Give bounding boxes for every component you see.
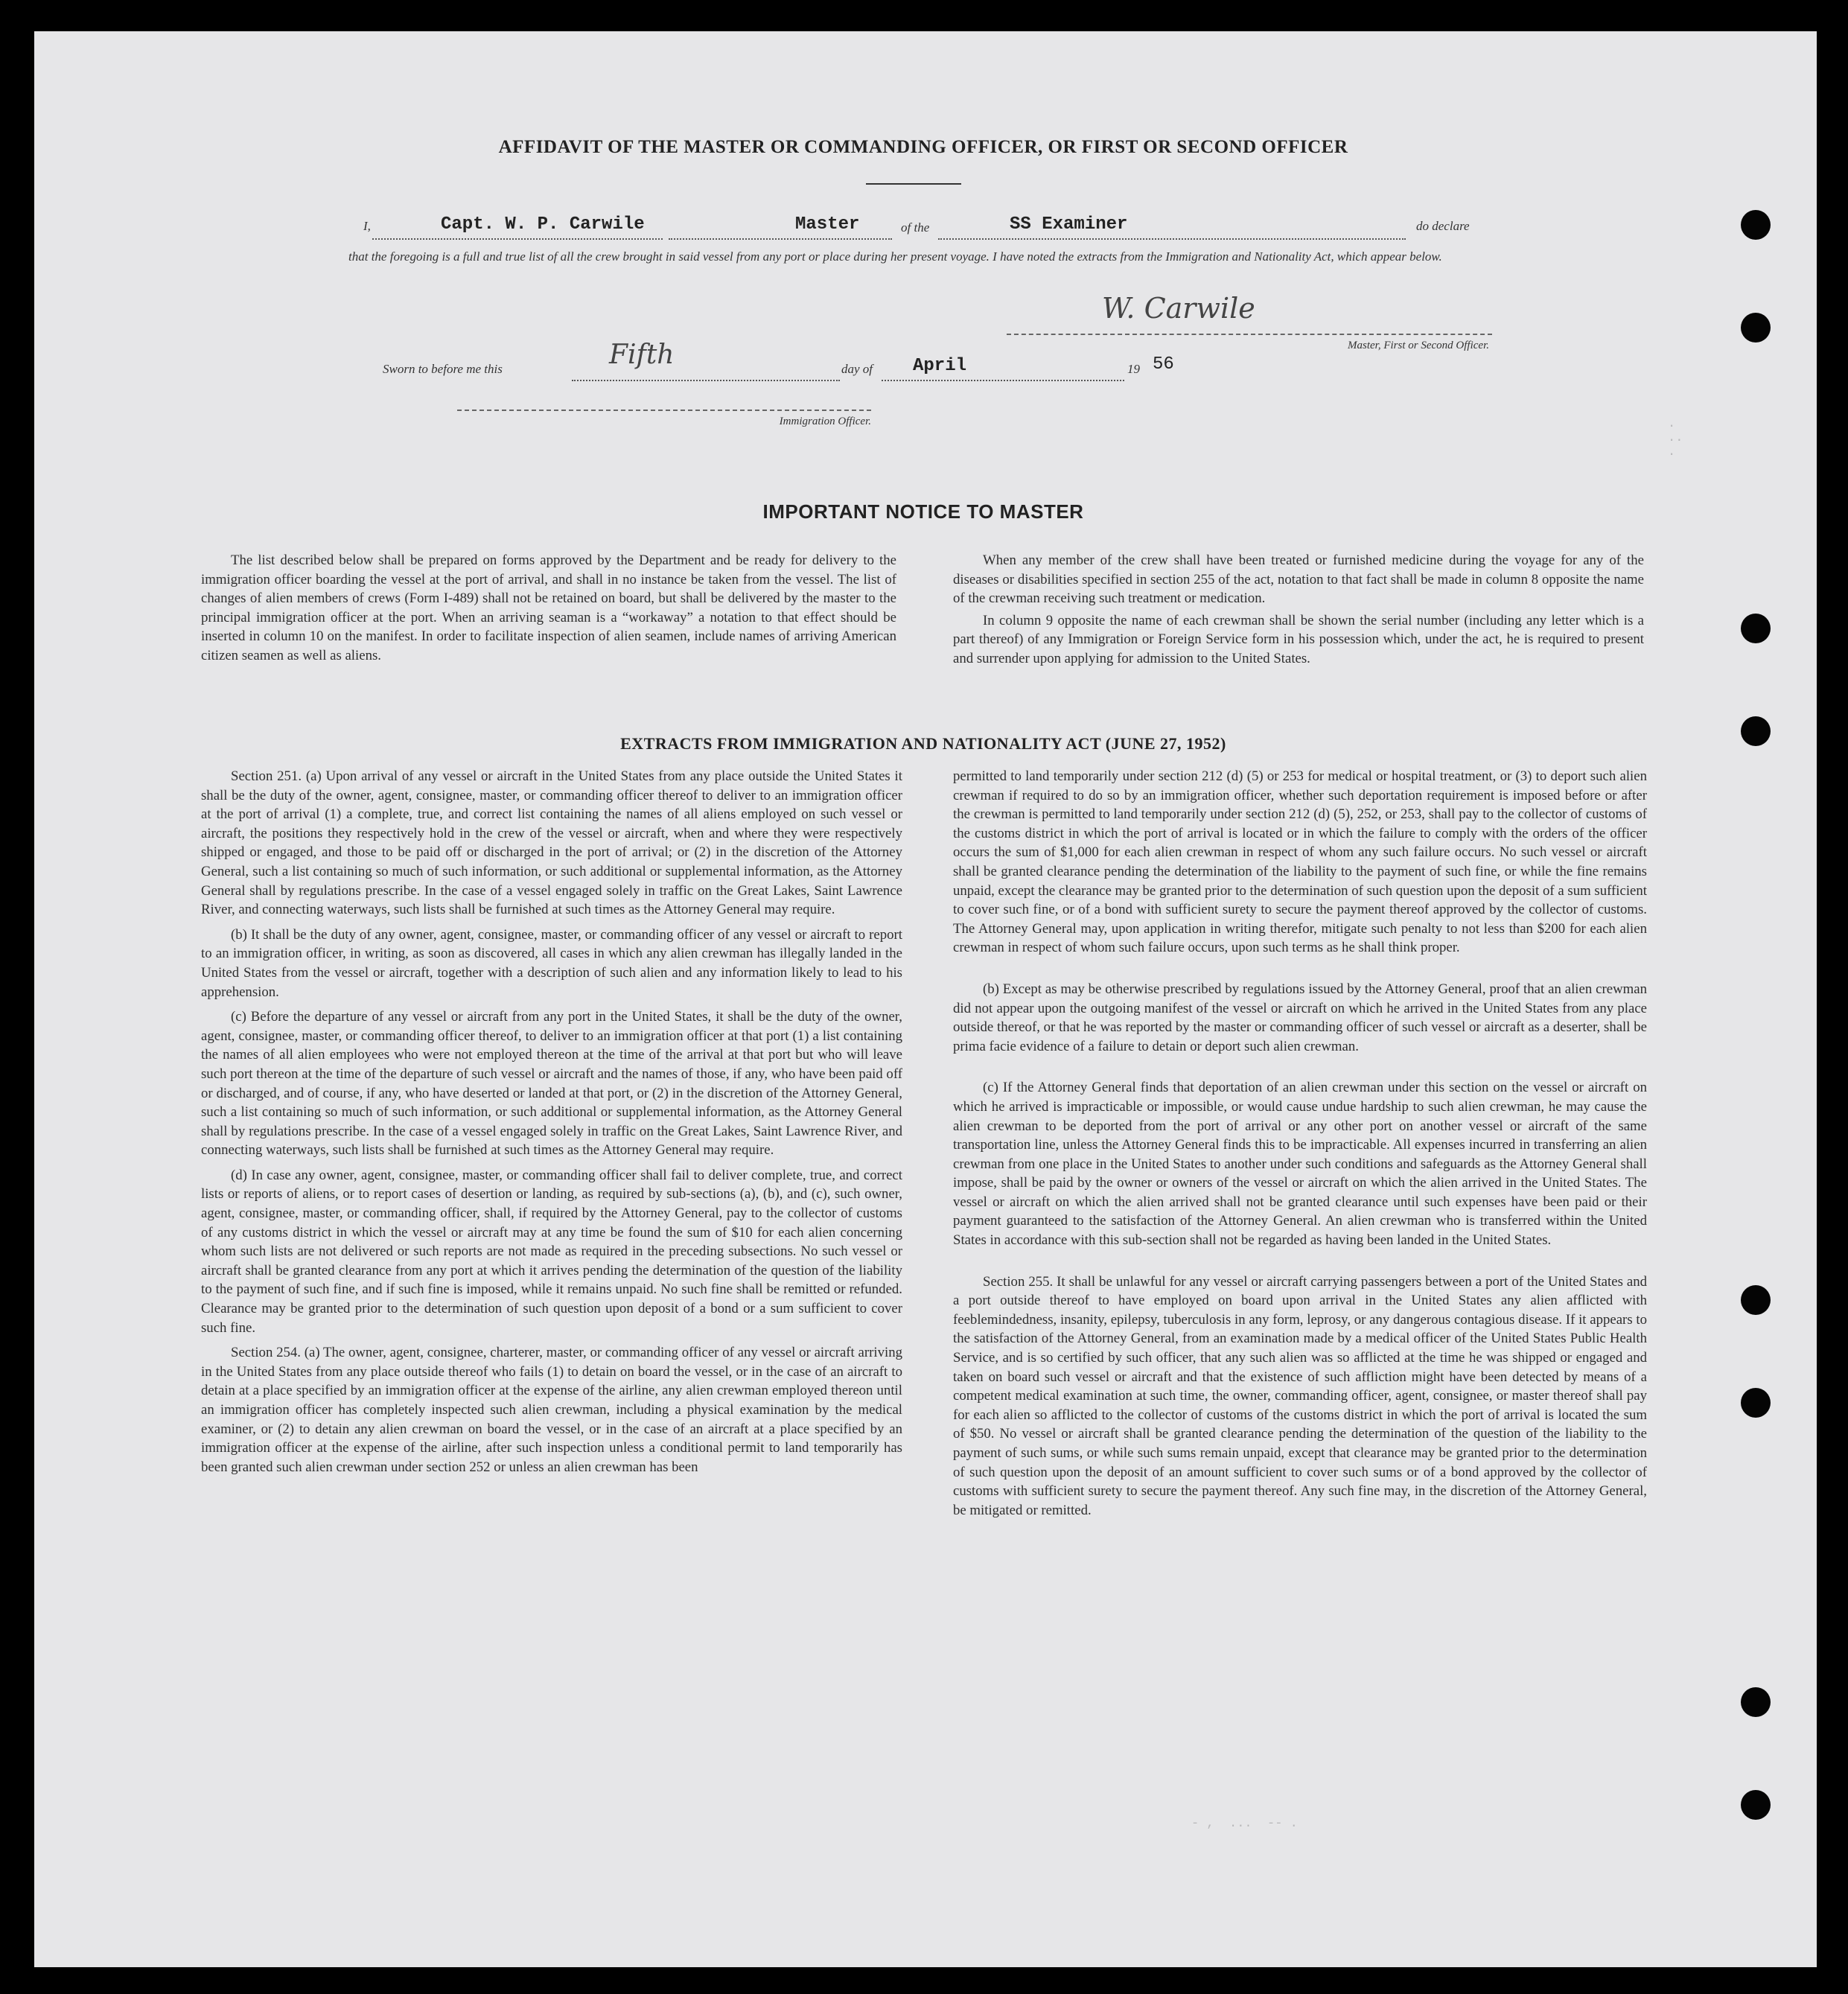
vessel-name: SS Examiner	[1010, 214, 1128, 235]
extract-paragraph: Section 251. (a) Upon arrival of any vessel or aircraft in the United States from any place outside the United States it shall be the duty of the owner, agent, consignee, master, or commanding officer thereof to deliver to an immigration officer at the port of arrival (1) a complete, true, and correct list containing the names of all aliens employed on such vessel or aircraft, the positions they respectively hold in the crew of the vessel or aircraft, when and where they were respectively shipped or engaged, and those to be paid off or discharged in the port of arrival; or (2) in the discretion of the Attorney General, such a list containing so much of such information, or such additional or supplemental information, as the Attorney General shall by regulations prescribe. In the case of a vessel engaged solely in traffic on the Great Lakes, Saint Lawrence River, and connecting waterways, such lists shall be furnished at such times as the Attorney General may require.	[201, 768, 902, 918]
notice-paragraph: When any member of the crew shall have been treated or furnished medicine during the voyage for any of the diseases or disabilities specified in section 255 of the act, notation to that fact shall be made in column 8 opposite the name of the crewman receiving such treatment or medication.	[953, 552, 1644, 607]
signature-line	[1007, 334, 1492, 335]
extracts-left-column	[201, 767, 902, 1479]
binder-hole	[1741, 716, 1771, 746]
sworn-day: Fifth	[609, 340, 675, 370]
extract-paragraph: Section 254. (a) The owner, agent, consignee, charterer, master, or commanding officer of any vessel or aircraft arriving in the United States from any place outside thereof who fails (1) to detain on board the vessel, or in the case of an aircraft to detain at a place specified by an immigration officer at the expense of the airline, any alien crewman employed thereon until an immigration officer has completely inspected such alien crewman, including a physical examination by the medical examiner, or (2) to detain any alien crewman on board the vessel, or in the case of an aircraft at a place specified by an immigration officer at the expense of the airline, after such inspection unless a conditional permit to land temporarily has been granted such alien crewman under section 252 or unless an alien crewman has been	[201, 1345, 902, 1475]
officer-caption: Immigration Officer.	[779, 415, 871, 427]
notice-title: IMPORTANT NOTICE TO MASTER	[762, 500, 1084, 523]
binder-hole	[1741, 1790, 1771, 1820]
vessel-field	[938, 214, 1406, 240]
binder-hole	[1741, 1388, 1771, 1418]
do-declare-label: do declare	[1416, 219, 1470, 233]
name-field	[372, 214, 663, 240]
binder-hole	[1741, 313, 1771, 343]
sworn-label: Sworn to before me this	[383, 362, 503, 376]
master-name: Capt. W. P. Carwile	[441, 214, 645, 235]
page-title: AFFIDAVIT OF THE MASTER OR COMMANDING OFFICER, OR FIRST OR SECOND OFFICER	[498, 137, 1348, 157]
officer-signature-line	[457, 410, 871, 411]
extracts-title: EXTRACTS FROM IMMIGRATION AND NATIONALITY ACT (JUNE 27, 1952)	[620, 734, 1226, 753]
of-the-label: of the	[901, 220, 930, 235]
notice-right-column	[953, 551, 1644, 672]
extract-paragraph: (d) In case any owner, agent, consignee, master, or commanding officer shall fail to deliver complete, true, and correct lists or reports of aliens, or to report cases of desertion or landing, as required by sub-sections (a), (b), and (c), such owner, agent, consignee, master, or commanding officer, shall, if required by the Attorney General, pay to the collector of customs of any customs district in which the vessel or aircraft may at any time be found the sum of $10 for each alien concerning whom such lists are not delivered or such reports are not made as required in the preceding subsections. No such vessel or aircraft shall be granted clearance from any port at which it arrives pending the determination of the question of the liability to the payment of such fine, and if such fine is imposed, while it remains unpaid. No such fine shall be remitted or refunded. Clearance may be granted prior to the determination of such question upon deposit of a bond or a sum sufficient to cover such fine.	[201, 1167, 902, 1336]
bleed-through-marks: . .. .	[1668, 417, 1683, 459]
extract-paragraph: (c) Before the departure of any vessel or aircraft from any port in the United States, it shall be the duty of the owner, agent, consignee, master, or commanding officer thereof, to deliver to an immigration officer at that port (1) a list containing the names of all alien employees who were not employed thereon at the time of the arrival at that port but who will leave such port thereon at the time of the departure of such vessel or aircraft and the names of those, if any, who have been paid off or discharged, and of course, if any, who have deserted or landed at that port, or (2) in the discretion of the Attorney General, such a list containing so much of such information, or such additional or supplemental information, as the Attorney General shall by regulations prescribe. In the case of a vessel engaged solely in traffic on the Great Lakes, Saint Lawrence River, and connecting waterways, such lists shall be furnished at such times as the Attorney General may require.	[201, 1009, 902, 1159]
extract-paragraph: (b) It shall be the duty of any owner, agent, consignee, master, or commanding officer of any vessel or aircraft to report to an immigration officer, in writing, as soon as discovered, all cases in which any alien crewman has illegally landed in the United States from the vessel or aircraft, together with a description of such alien and any information likely to lead to his apprehension.	[201, 926, 902, 1000]
binder-hole	[1741, 1687, 1771, 1717]
day-of-label: day of	[841, 362, 873, 376]
signature-caption: Master, First or Second Officer.	[1348, 340, 1489, 351]
notice-paragraph: In column 9 opposite the name of each crewman shall be shown the serial number (including any letter which is a part thereof) of any Immigration or Foreign Service form in his possession which, under the act, he is required to present and surrender upon applying for admission to the United States.	[953, 612, 1644, 666]
month-field	[882, 356, 1124, 381]
rank-value: Master	[795, 214, 860, 235]
binder-hole	[1741, 614, 1771, 643]
year-suffix: 56	[1153, 354, 1174, 375]
rank-field	[669, 214, 892, 240]
sworn-day-field	[572, 340, 840, 381]
master-signature: W. Carwile	[1102, 292, 1255, 325]
extract-paragraph: (b) Except as may be otherwise prescribed by regulations issued by the Attorney General, proof that an alien crewman did not appear upon the outgoing manifest of the vessel or aircraft on which he arrived in the United States from any place outside thereof, or that he was reported by the master or commanding officer of such vessel or aircraft as a deserter, shall be prima facie evidence of a failure to detain or deport such alien crewman.	[953, 981, 1647, 1054]
i-label: I,	[363, 219, 371, 233]
title-rule	[866, 183, 961, 185]
year-prefix: 19	[1127, 362, 1140, 376]
extract-paragraph: permitted to land temporarily under section 212 (d) (5) or 253 for medical or hospital treatment, or (3) to deport such alien crewman if required to do so by an immigration officer, whether such deportation requirement is imposed before or after the crewman is permitted to land temporarily under section 212 (d) (5), 252, or 253, shall pay to the collector of customs of the customs district in which the port of arrival is located or in which the failure to comply with the orders of the officer occurs the sum of $1,000 for each alien crewman in respect of whom any such failure occurs. No such vessel or aircraft shall be granted clearance pending the determination of the liability to the payment of such fine, or while the fine remains unpaid, except the clearance may be granted prior to the determination of such question upon the deposit of a sum sufficient to cover such fine, or of a bond with sufficient surety to secure the payment thereof approved by the collector of customs. The Attorney General may, upon application in writing therefor, mitigate such penalty to not less than $200 for each alien crewman in respect of whom such failure occurs, upon such terms as he shall think proper.	[953, 768, 1647, 956]
extract-paragraph: (c) If the Attorney General finds that deportation of an alien crewman under this section on the vessel or aircraft on which he arrived is impracticable or impossible, or would cause undue hardship to such alien crewman, he may cause the alien crewman to be deported from the port of arrival or any other port on another vessel or aircraft of the same transportation line, unless the Attorney General finds this to be impracticable. All expenses incurred in transferring an alien crewman from one place in the United States to another under such conditions and safeguards as the Attorney General shall impose, shall be paid by the owner or owners of the vessel or aircraft on which the alien arrived in the United States. The vessel or aircraft on which the alien arrived shall not be granted clearance until such expenses have been paid or their payment guaranteed to the satisfaction of the Attorney General. An alien crewman who is transferred within the United States in accordance with this sub-section shall not be regarded as having been landed in the United States.	[953, 1080, 1647, 1249]
extract-paragraph: Section 255. It shall be unlawful for any vessel or aircraft carrying passengers between a port of the United States and a port outside thereof to have employed on board upon arrival in the United States any alien afflicted with feeblemindedness, insanity, epilepsy, tuberculosis in any form, leprosy, or any dangerous contagious disease. If it appears to the satisfaction of the Attorney General, from an examination made by a medical officer of the United States Public Health Service, and is so certified by such officer, that any such alien was so afflicted at the time he was shipped or engaged and taken on board such vessel or aircraft and that the existence of such affliction might have been detected by means of a competent medical examination at such time, the owner, commanding officer, agent, consignee, or master thereof shall pay for each alien so afflicted to the collector of customs of the customs district in which the port of arrival is located the sum of $50. No vessel or aircraft shall be granted clearance pending the determination of the question of the liability to the payment of such sums, or while such sums remain unpaid, except that clearance may be granted prior to the determination of such question upon the deposit of an amount sufficient to cover such sums or of a bond approved by the collector of customs with sufficient surety to secure the payment thereof. Any such fine may, in the discretion of the Attorney General, be mitigated or remitted.	[953, 1273, 1647, 1518]
affidavit-statement: that the foregoing is a full and true list of all the crew brought in said vessel from any port or place during her present voyage. I have noted the extracts from the Immigration and Nationality Act, which appear below.	[348, 249, 1442, 264]
bleed-through-marks: - , ... -- .	[1191, 1817, 1298, 1831]
extracts-right-column	[953, 767, 1647, 1523]
notice-paragraph: The list described below shall be prepared on forms approved by the Department and be ready for delivery to the immigration officer boarding the vessel at the port of arrival, and shall in no instance be taken from the vessel. The list of changes of alien members of crews (Form I-489) shall not be retained on board, but shall be delivered by the master to the principal immigration officer at the port. When an arriving seaman is a “workaway” a notation to that effect should be inserted in column 10 on the manifest. In order to facilitate inspection of alien seamen, include names of arriving American citizen seamen as well as aliens.	[201, 552, 896, 663]
notice-left-column	[201, 551, 896, 669]
binder-hole	[1741, 1285, 1771, 1315]
binder-hole	[1741, 210, 1771, 240]
month-value: April	[913, 356, 967, 376]
